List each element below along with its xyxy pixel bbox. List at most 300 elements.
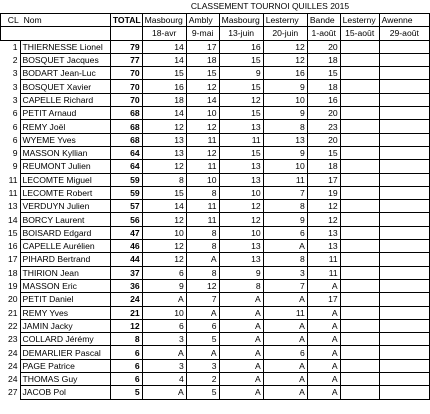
rank-cell: 6 bbox=[12, 108, 18, 119]
rank-cell: 21 bbox=[7, 307, 18, 318]
score-cell: 17 bbox=[307, 173, 340, 186]
score-cell bbox=[340, 279, 379, 292]
score-cell: 5 bbox=[186, 333, 219, 346]
score-cell: 18 bbox=[307, 80, 340, 93]
header-blank bbox=[110, 27, 142, 40]
score-cell bbox=[379, 160, 429, 173]
table-row bbox=[1, 373, 430, 386]
ranking-body bbox=[1, 14, 430, 400]
score-cell: 10 bbox=[186, 107, 219, 120]
total-cell: 64 bbox=[110, 146, 142, 159]
score-cell: 12 bbox=[263, 40, 307, 53]
score-cell: 17 bbox=[186, 40, 219, 53]
score-cell bbox=[340, 346, 379, 359]
score-cell: 11 bbox=[219, 133, 263, 146]
table-row bbox=[1, 226, 430, 239]
player-name-cell: BOISARD Edgard bbox=[20, 226, 110, 239]
score-cell: 8 bbox=[186, 240, 219, 253]
score-cell: 15 bbox=[219, 53, 263, 66]
sheet-title: CLASSEMENT TOURNOI QUILLES 2015 bbox=[190, 1, 350, 11]
header-blank bbox=[1, 27, 111, 40]
score-cell: 12 bbox=[142, 120, 186, 133]
score-cell: A bbox=[186, 346, 219, 359]
rank-cell: 22 bbox=[7, 320, 18, 331]
score-cell: 12 bbox=[142, 253, 186, 266]
rank-cell: 27 bbox=[7, 387, 18, 398]
total-cell: 70 bbox=[110, 67, 142, 80]
rank-cell: 1 bbox=[12, 41, 18, 52]
score-cell bbox=[340, 160, 379, 173]
score-cell: 6 bbox=[142, 319, 186, 332]
total-cell: 68 bbox=[110, 120, 142, 133]
score-cell: 6 bbox=[263, 226, 307, 239]
score-cell: 12 bbox=[219, 200, 263, 213]
rank-cell: 6 bbox=[12, 134, 18, 145]
header-date: 15-août bbox=[340, 27, 379, 40]
header-event: Awenne bbox=[379, 14, 429, 27]
score-cell bbox=[340, 200, 379, 213]
score-cell: 13 bbox=[307, 240, 340, 253]
score-cell: 8 bbox=[219, 279, 263, 292]
score-cell: 7 bbox=[263, 279, 307, 292]
score-cell: 12 bbox=[142, 160, 186, 173]
header-total: TOTAL bbox=[110, 14, 142, 27]
score-cell: 13 bbox=[219, 120, 263, 133]
player-name-cell: REUMONT Julien bbox=[20, 160, 110, 173]
score-cell: 10 bbox=[263, 93, 307, 106]
score-cell: 12 bbox=[142, 240, 186, 253]
score-cell: A bbox=[219, 359, 263, 372]
score-cell: A bbox=[307, 386, 340, 399]
score-cell: A bbox=[142, 293, 186, 306]
score-cell bbox=[340, 107, 379, 120]
score-cell: 13 bbox=[263, 133, 307, 146]
score-cell: 12 bbox=[186, 146, 219, 159]
score-cell: 13 bbox=[307, 226, 340, 239]
score-cell bbox=[340, 80, 379, 93]
score-cell bbox=[340, 293, 379, 306]
rank-cell: 9 bbox=[12, 148, 18, 159]
table-row bbox=[1, 146, 430, 159]
header-cl: CL bbox=[7, 15, 19, 26]
player-name-cell: CAPELLE Aurélien bbox=[20, 240, 110, 253]
score-cell: 15 bbox=[307, 67, 340, 80]
score-cell: 12 bbox=[186, 279, 219, 292]
total-cell: 44 bbox=[110, 253, 142, 266]
total-cell: 46 bbox=[110, 240, 142, 253]
score-cell bbox=[340, 386, 379, 399]
score-cell bbox=[340, 333, 379, 346]
total-cell: 59 bbox=[110, 173, 142, 186]
score-cell: A bbox=[142, 386, 186, 399]
rank-cell: 2 bbox=[12, 55, 18, 66]
player-name-cell: BOSQUET Xavier bbox=[20, 80, 110, 93]
score-cell: 12 bbox=[307, 200, 340, 213]
score-cell: 15 bbox=[186, 67, 219, 80]
score-cell: 10 bbox=[186, 173, 219, 186]
score-cell: 8 bbox=[263, 120, 307, 133]
table-row bbox=[1, 279, 430, 292]
rank-cell: 9 bbox=[12, 161, 18, 172]
header-date: 20-juin bbox=[263, 27, 307, 40]
player-name-cell: WYEME Yves bbox=[20, 133, 110, 146]
total-cell: 24 bbox=[110, 293, 142, 306]
score-cell: A bbox=[219, 306, 263, 319]
score-cell: A bbox=[263, 293, 307, 306]
score-cell bbox=[379, 40, 429, 53]
score-cell: A bbox=[263, 373, 307, 386]
ranking-table bbox=[0, 13, 430, 400]
score-cell: 16 bbox=[142, 80, 186, 93]
rank-cell: 13 bbox=[7, 201, 18, 212]
score-cell: 13 bbox=[219, 240, 263, 253]
rank-cell: 11 bbox=[8, 188, 18, 198]
score-cell bbox=[379, 346, 429, 359]
header-cl-nom bbox=[1, 14, 111, 27]
table-row bbox=[1, 333, 430, 346]
table-row bbox=[1, 186, 430, 199]
header-date: 18-avr bbox=[142, 27, 186, 40]
score-cell bbox=[379, 279, 429, 292]
header-event: Lesterny bbox=[340, 14, 379, 27]
score-cell bbox=[340, 120, 379, 133]
score-cell bbox=[340, 373, 379, 386]
score-cell: A bbox=[219, 346, 263, 359]
score-cell bbox=[340, 359, 379, 372]
total-cell: 57 bbox=[110, 200, 142, 213]
table-row bbox=[1, 133, 430, 146]
total-cell: 21 bbox=[110, 306, 142, 319]
rank-cell: 18 bbox=[7, 267, 18, 278]
total-cell: 79 bbox=[110, 40, 142, 53]
score-cell: 6 bbox=[142, 266, 186, 279]
score-cell: 11 bbox=[263, 306, 307, 319]
score-cell: 20 bbox=[307, 107, 340, 120]
rank-cell: 17 bbox=[7, 254, 18, 265]
total-cell: 68 bbox=[110, 133, 142, 146]
total-cell: 70 bbox=[110, 80, 142, 93]
score-cell: 16 bbox=[263, 67, 307, 80]
score-cell bbox=[340, 306, 379, 319]
rank-cell: 23 bbox=[7, 334, 18, 345]
header-event: Ambly bbox=[186, 14, 219, 27]
rank-cell: 19 bbox=[7, 281, 18, 292]
score-cell: A bbox=[307, 333, 340, 346]
score-cell: 17 bbox=[307, 293, 340, 306]
total-cell: 77 bbox=[110, 53, 142, 66]
table-row bbox=[1, 359, 430, 372]
score-cell: 7 bbox=[263, 186, 307, 199]
rank-cell: 20 bbox=[7, 294, 18, 305]
score-cell: 11 bbox=[186, 213, 219, 226]
score-cell: 8 bbox=[263, 200, 307, 213]
table-row bbox=[1, 67, 430, 80]
score-cell: 12 bbox=[219, 213, 263, 226]
total-cell: 6 bbox=[110, 359, 142, 372]
player-name-cell: DEMARLIER Pascal bbox=[20, 346, 110, 359]
table-row bbox=[1, 107, 430, 120]
total-cell: 37 bbox=[110, 266, 142, 279]
score-cell: 14 bbox=[142, 40, 186, 53]
score-cell: 16 bbox=[219, 40, 263, 53]
table-row bbox=[1, 120, 430, 133]
player-name-cell: REMY Joël bbox=[20, 120, 110, 133]
score-cell: 3 bbox=[263, 266, 307, 279]
score-cell: 20 bbox=[307, 133, 340, 146]
header-date: 29-août bbox=[379, 27, 429, 40]
rank-cell: 24 bbox=[7, 360, 18, 371]
score-cell bbox=[379, 293, 429, 306]
header-row-events bbox=[1, 14, 430, 27]
score-cell bbox=[340, 173, 379, 186]
score-cell: 8 bbox=[186, 266, 219, 279]
header-date: 9-mai bbox=[186, 27, 219, 40]
score-cell bbox=[379, 80, 429, 93]
score-cell: 11 bbox=[186, 160, 219, 173]
score-cell bbox=[379, 120, 429, 133]
score-cell: 14 bbox=[186, 93, 219, 106]
score-cell: A bbox=[263, 319, 307, 332]
score-cell: A bbox=[307, 346, 340, 359]
score-cell bbox=[340, 319, 379, 332]
score-cell: A bbox=[263, 386, 307, 399]
score-cell: A bbox=[186, 306, 219, 319]
score-cell: A bbox=[219, 373, 263, 386]
score-cell: 6 bbox=[263, 346, 307, 359]
score-cell: 12 bbox=[263, 53, 307, 66]
score-cell bbox=[379, 319, 429, 332]
score-cell: 20 bbox=[307, 40, 340, 53]
score-cell: 19 bbox=[307, 186, 340, 199]
header-date: 13-juin bbox=[219, 27, 263, 40]
table-row bbox=[1, 253, 430, 266]
player-name-cell: THIRION Jean bbox=[20, 266, 110, 279]
player-name-cell: CAPELLE Richard bbox=[20, 93, 110, 106]
score-cell bbox=[379, 107, 429, 120]
table-row bbox=[1, 93, 430, 106]
score-cell: 18 bbox=[307, 160, 340, 173]
score-cell: 3 bbox=[142, 359, 186, 372]
score-cell: 14 bbox=[142, 107, 186, 120]
score-cell bbox=[379, 333, 429, 346]
player-name-cell: LECOMTE Robert bbox=[20, 186, 110, 199]
score-cell: 14 bbox=[142, 53, 186, 66]
player-name-cell: THOMAS Guy bbox=[20, 373, 110, 386]
player-name-cell: BODART Jean-Luc bbox=[20, 67, 110, 80]
total-cell: 5 bbox=[110, 386, 142, 399]
score-cell bbox=[379, 67, 429, 80]
table-row bbox=[1, 293, 430, 306]
table-row bbox=[1, 173, 430, 186]
score-cell: 12 bbox=[186, 120, 219, 133]
rank-cell: 6 bbox=[12, 121, 18, 132]
score-cell bbox=[379, 53, 429, 66]
table-row bbox=[1, 386, 430, 399]
score-cell bbox=[379, 240, 429, 253]
score-cell bbox=[340, 253, 379, 266]
player-name-cell: PETIT Arnaud bbox=[20, 107, 110, 120]
player-name-cell: BOSQUET Jacques bbox=[20, 53, 110, 66]
header-event: Bande bbox=[307, 14, 340, 27]
score-cell: 8 bbox=[186, 226, 219, 239]
score-cell: A bbox=[263, 240, 307, 253]
total-cell: 68 bbox=[110, 107, 142, 120]
score-cell: 6 bbox=[186, 319, 219, 332]
table-row bbox=[1, 240, 430, 253]
score-cell: 15 bbox=[219, 80, 263, 93]
player-name-cell: PETIT Daniel bbox=[20, 293, 110, 306]
score-cell: 8 bbox=[142, 173, 186, 186]
score-cell: 9 bbox=[263, 213, 307, 226]
score-cell: 16 bbox=[307, 93, 340, 106]
table-row bbox=[1, 213, 430, 226]
score-cell: 13 bbox=[219, 173, 263, 186]
score-cell: 11 bbox=[186, 133, 219, 146]
rank-cell: 24 bbox=[7, 347, 18, 358]
score-cell bbox=[379, 386, 429, 399]
score-cell: 9 bbox=[142, 279, 186, 292]
score-cell bbox=[379, 173, 429, 186]
score-cell: 18 bbox=[186, 53, 219, 66]
score-cell: 3 bbox=[186, 359, 219, 372]
score-cell bbox=[379, 213, 429, 226]
score-cell bbox=[340, 133, 379, 146]
player-name-cell: JACOB Pol bbox=[20, 386, 110, 399]
score-cell: 9 bbox=[263, 107, 307, 120]
score-cell: 10 bbox=[219, 226, 263, 239]
score-cell bbox=[379, 146, 429, 159]
rank-cell: 16 bbox=[7, 241, 18, 252]
score-cell: 15 bbox=[219, 107, 263, 120]
score-cell: 8 bbox=[186, 186, 219, 199]
table-row bbox=[1, 200, 430, 213]
score-cell: 18 bbox=[307, 53, 340, 66]
score-cell bbox=[340, 186, 379, 199]
total-cell: 59 bbox=[110, 186, 142, 199]
score-cell: 11 bbox=[307, 253, 340, 266]
score-cell: 10 bbox=[142, 306, 186, 319]
player-name-cell: VERDUYN Julien bbox=[20, 200, 110, 213]
score-cell: 12 bbox=[142, 213, 186, 226]
player-name-cell: COLLARD Jérémy bbox=[20, 333, 110, 346]
table-row bbox=[1, 53, 430, 66]
score-cell bbox=[379, 266, 429, 279]
score-cell: 23 bbox=[307, 120, 340, 133]
table-row bbox=[1, 306, 430, 319]
score-cell: 13 bbox=[142, 146, 186, 159]
player-name-cell: MASSON Kyllian bbox=[20, 146, 110, 159]
rank-cell: 15 bbox=[7, 227, 18, 238]
total-cell: 6 bbox=[110, 373, 142, 386]
score-cell bbox=[379, 186, 429, 199]
total-cell: 64 bbox=[110, 160, 142, 173]
rank-cell: 3 bbox=[12, 68, 18, 79]
score-cell: A bbox=[263, 359, 307, 372]
header-date: 1-août bbox=[307, 27, 340, 40]
score-cell: 2 bbox=[186, 373, 219, 386]
score-cell: A bbox=[307, 319, 340, 332]
score-cell bbox=[379, 133, 429, 146]
score-cell: 15 bbox=[219, 146, 263, 159]
score-cell bbox=[340, 146, 379, 159]
score-cell bbox=[340, 240, 379, 253]
score-cell: 15 bbox=[142, 67, 186, 80]
player-name-cell: THIERNESSE Lionel bbox=[20, 40, 110, 53]
score-cell bbox=[340, 213, 379, 226]
table-row bbox=[1, 40, 430, 53]
score-cell: 13 bbox=[219, 253, 263, 266]
total-cell: 6 bbox=[110, 346, 142, 359]
score-cell: 15 bbox=[142, 186, 186, 199]
score-cell bbox=[379, 93, 429, 106]
score-cell: 10 bbox=[219, 186, 263, 199]
score-cell: A bbox=[307, 306, 340, 319]
score-cell bbox=[340, 67, 379, 80]
header-event: Lesterny bbox=[263, 14, 307, 27]
score-cell: 18 bbox=[142, 93, 186, 106]
rank-cell: 14 bbox=[7, 214, 18, 225]
player-name-cell: PIHARD Bertrand bbox=[20, 253, 110, 266]
score-cell: 3 bbox=[142, 333, 186, 346]
table-row bbox=[1, 160, 430, 173]
player-name-cell: REMY Yves bbox=[20, 306, 110, 319]
score-cell: 10 bbox=[263, 160, 307, 173]
header-row-dates bbox=[1, 27, 430, 40]
score-cell: 12 bbox=[307, 213, 340, 226]
score-cell: 4 bbox=[142, 373, 186, 386]
table-row bbox=[1, 80, 430, 93]
header-event: Masbourg bbox=[142, 14, 186, 27]
score-cell: A bbox=[219, 319, 263, 332]
score-cell: 11 bbox=[307, 266, 340, 279]
score-cell: A bbox=[219, 333, 263, 346]
score-cell: 9 bbox=[219, 67, 263, 80]
score-cell: 13 bbox=[219, 160, 263, 173]
score-cell bbox=[340, 53, 379, 66]
score-cell bbox=[379, 200, 429, 213]
total-cell: 36 bbox=[110, 279, 142, 292]
score-cell: 12 bbox=[219, 93, 263, 106]
score-cell: 8 bbox=[263, 253, 307, 266]
player-name-cell: JAMIN Jacky bbox=[20, 319, 110, 332]
score-cell: 11 bbox=[186, 200, 219, 213]
score-cell: A bbox=[219, 293, 263, 306]
score-cell: 9 bbox=[219, 266, 263, 279]
score-cell bbox=[379, 253, 429, 266]
score-cell: A bbox=[263, 333, 307, 346]
player-name-cell: BORCY Laurent bbox=[20, 213, 110, 226]
score-cell bbox=[379, 306, 429, 319]
score-cell: 5 bbox=[186, 386, 219, 399]
total-cell: 47 bbox=[110, 226, 142, 239]
score-cell bbox=[379, 373, 429, 386]
total-cell: 70 bbox=[110, 93, 142, 106]
score-cell bbox=[340, 226, 379, 239]
score-cell bbox=[379, 226, 429, 239]
score-cell: 7 bbox=[186, 293, 219, 306]
rank-cell: 3 bbox=[12, 81, 18, 92]
score-cell: A bbox=[186, 253, 219, 266]
score-cell: A bbox=[142, 346, 186, 359]
score-cell: 12 bbox=[186, 80, 219, 93]
score-cell: 10 bbox=[142, 226, 186, 239]
rank-cell: 11 bbox=[8, 174, 18, 185]
score-cell bbox=[340, 93, 379, 106]
score-cell: 15 bbox=[307, 146, 340, 159]
score-cell: 9 bbox=[263, 146, 307, 159]
total-cell: 12 bbox=[110, 319, 142, 332]
player-name-cell: LECOMTE Miguel bbox=[20, 173, 110, 186]
